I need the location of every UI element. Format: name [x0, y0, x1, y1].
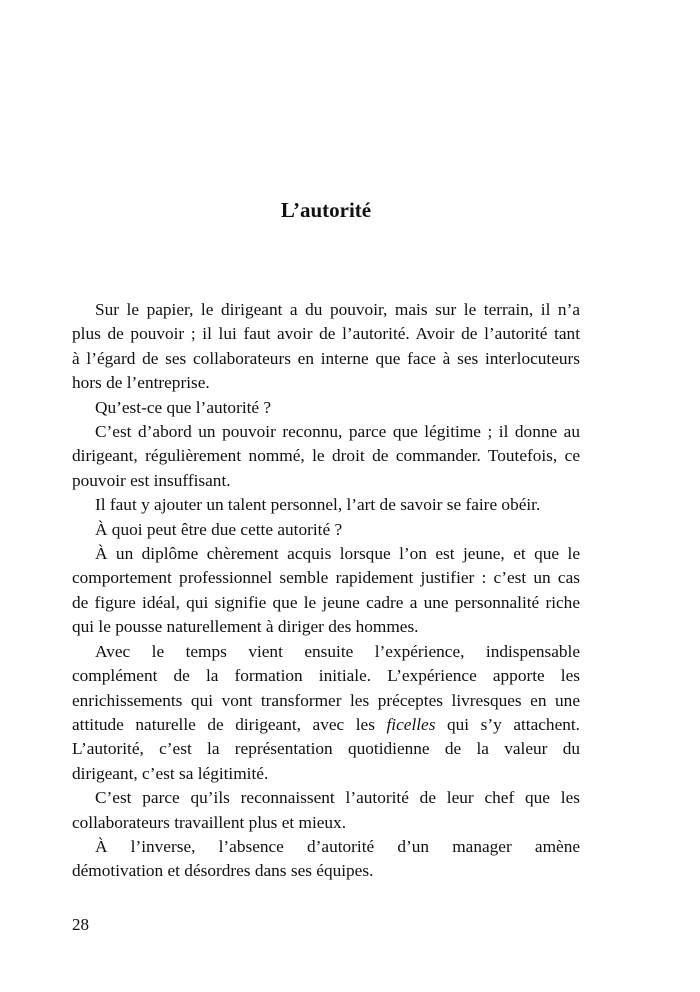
- page-number: 28: [72, 915, 89, 934]
- paragraph: [72, 298, 580, 396]
- text-line: Avec le temps vient ensuite l’expérience, indispensable: [95, 641, 580, 661]
- text-segment: qui s’y attachent.: [447, 714, 581, 734]
- text-line: À l’inverse, l’absence d’autorité d’un manager amène: [95, 836, 580, 856]
- paragraph: [72, 518, 580, 542]
- text-line: hors de l’entreprise.: [72, 373, 210, 393]
- paragraph: [72, 786, 580, 835]
- paragraph: [72, 542, 580, 640]
- text-line: complément de la formation initiale. L’expérience apporte les: [72, 666, 580, 686]
- italic-word: ficelles: [386, 714, 436, 734]
- body-text: [72, 298, 580, 884]
- text-line: Il faut y ajouter un talent personnel, l’art de savoir se faire obéir.: [95, 495, 541, 515]
- paragraph: [72, 493, 580, 517]
- chapter-title: L’autorité: [280, 198, 372, 222]
- paragraph: [72, 396, 580, 420]
- text-line: Sur le papier, le dirigeant a du pouvoir, mais sur le terrain, il n’a: [95, 300, 580, 319]
- text-line: qui le pousse naturellement à diriger des hommes.: [72, 617, 419, 637]
- text-line: dirigeant, régulièrement nommé, le droit de commander. Toutefois, ce: [72, 446, 580, 466]
- text-line: plus de pouvoir ; il lui faut avoir de l’autorité. Avoir de l’autorité tant: [72, 324, 580, 344]
- text-line: collaborateurs travaillent plus et mieux.: [72, 812, 347, 832]
- text-line: C’est d’abord un pouvoir reconnu, parce que légitime ; il donne au: [95, 422, 580, 442]
- text-segment: attitude naturelle de dirigeant, avec les: [72, 714, 375, 734]
- text-line: comportement professionnel semble rapidement justifier : c’est un cas: [72, 568, 580, 588]
- paragraph: [72, 835, 580, 884]
- paragraph: [72, 420, 580, 493]
- text-line: À un diplôme chèrement acquis lorsque l’on est jeune, et que le: [95, 544, 580, 564]
- paragraph: [72, 640, 580, 786]
- text-line: enrichissements qui vont transformer les préceptes livresques en une: [72, 690, 580, 710]
- text-line: dirigeant, c’est sa légitimité.: [72, 763, 269, 783]
- text-line: démotivation et désordres dans ses équipes.: [72, 861, 374, 881]
- text-line: pouvoir est insuffisant.: [72, 470, 231, 490]
- text-line: Qu’est-ce que l’autorité ?: [95, 397, 272, 417]
- text-line: à l’égard de ses collaborateurs en interne que face à ses interlocuteurs: [72, 348, 580, 368]
- text-line: À quoi peut être due cette autorité ?: [95, 519, 343, 539]
- text-line: de figure idéal, qui signifie que le jeune cadre a une personnalité riche: [72, 592, 580, 612]
- text-line: C’est parce qu’ils reconnaissent l’autorité de leur chef que les: [95, 788, 580, 808]
- text-line: [72, 713, 580, 737]
- text-line: L’autorité, c’est la représentation quotidienne de la valeur du: [72, 739, 580, 759]
